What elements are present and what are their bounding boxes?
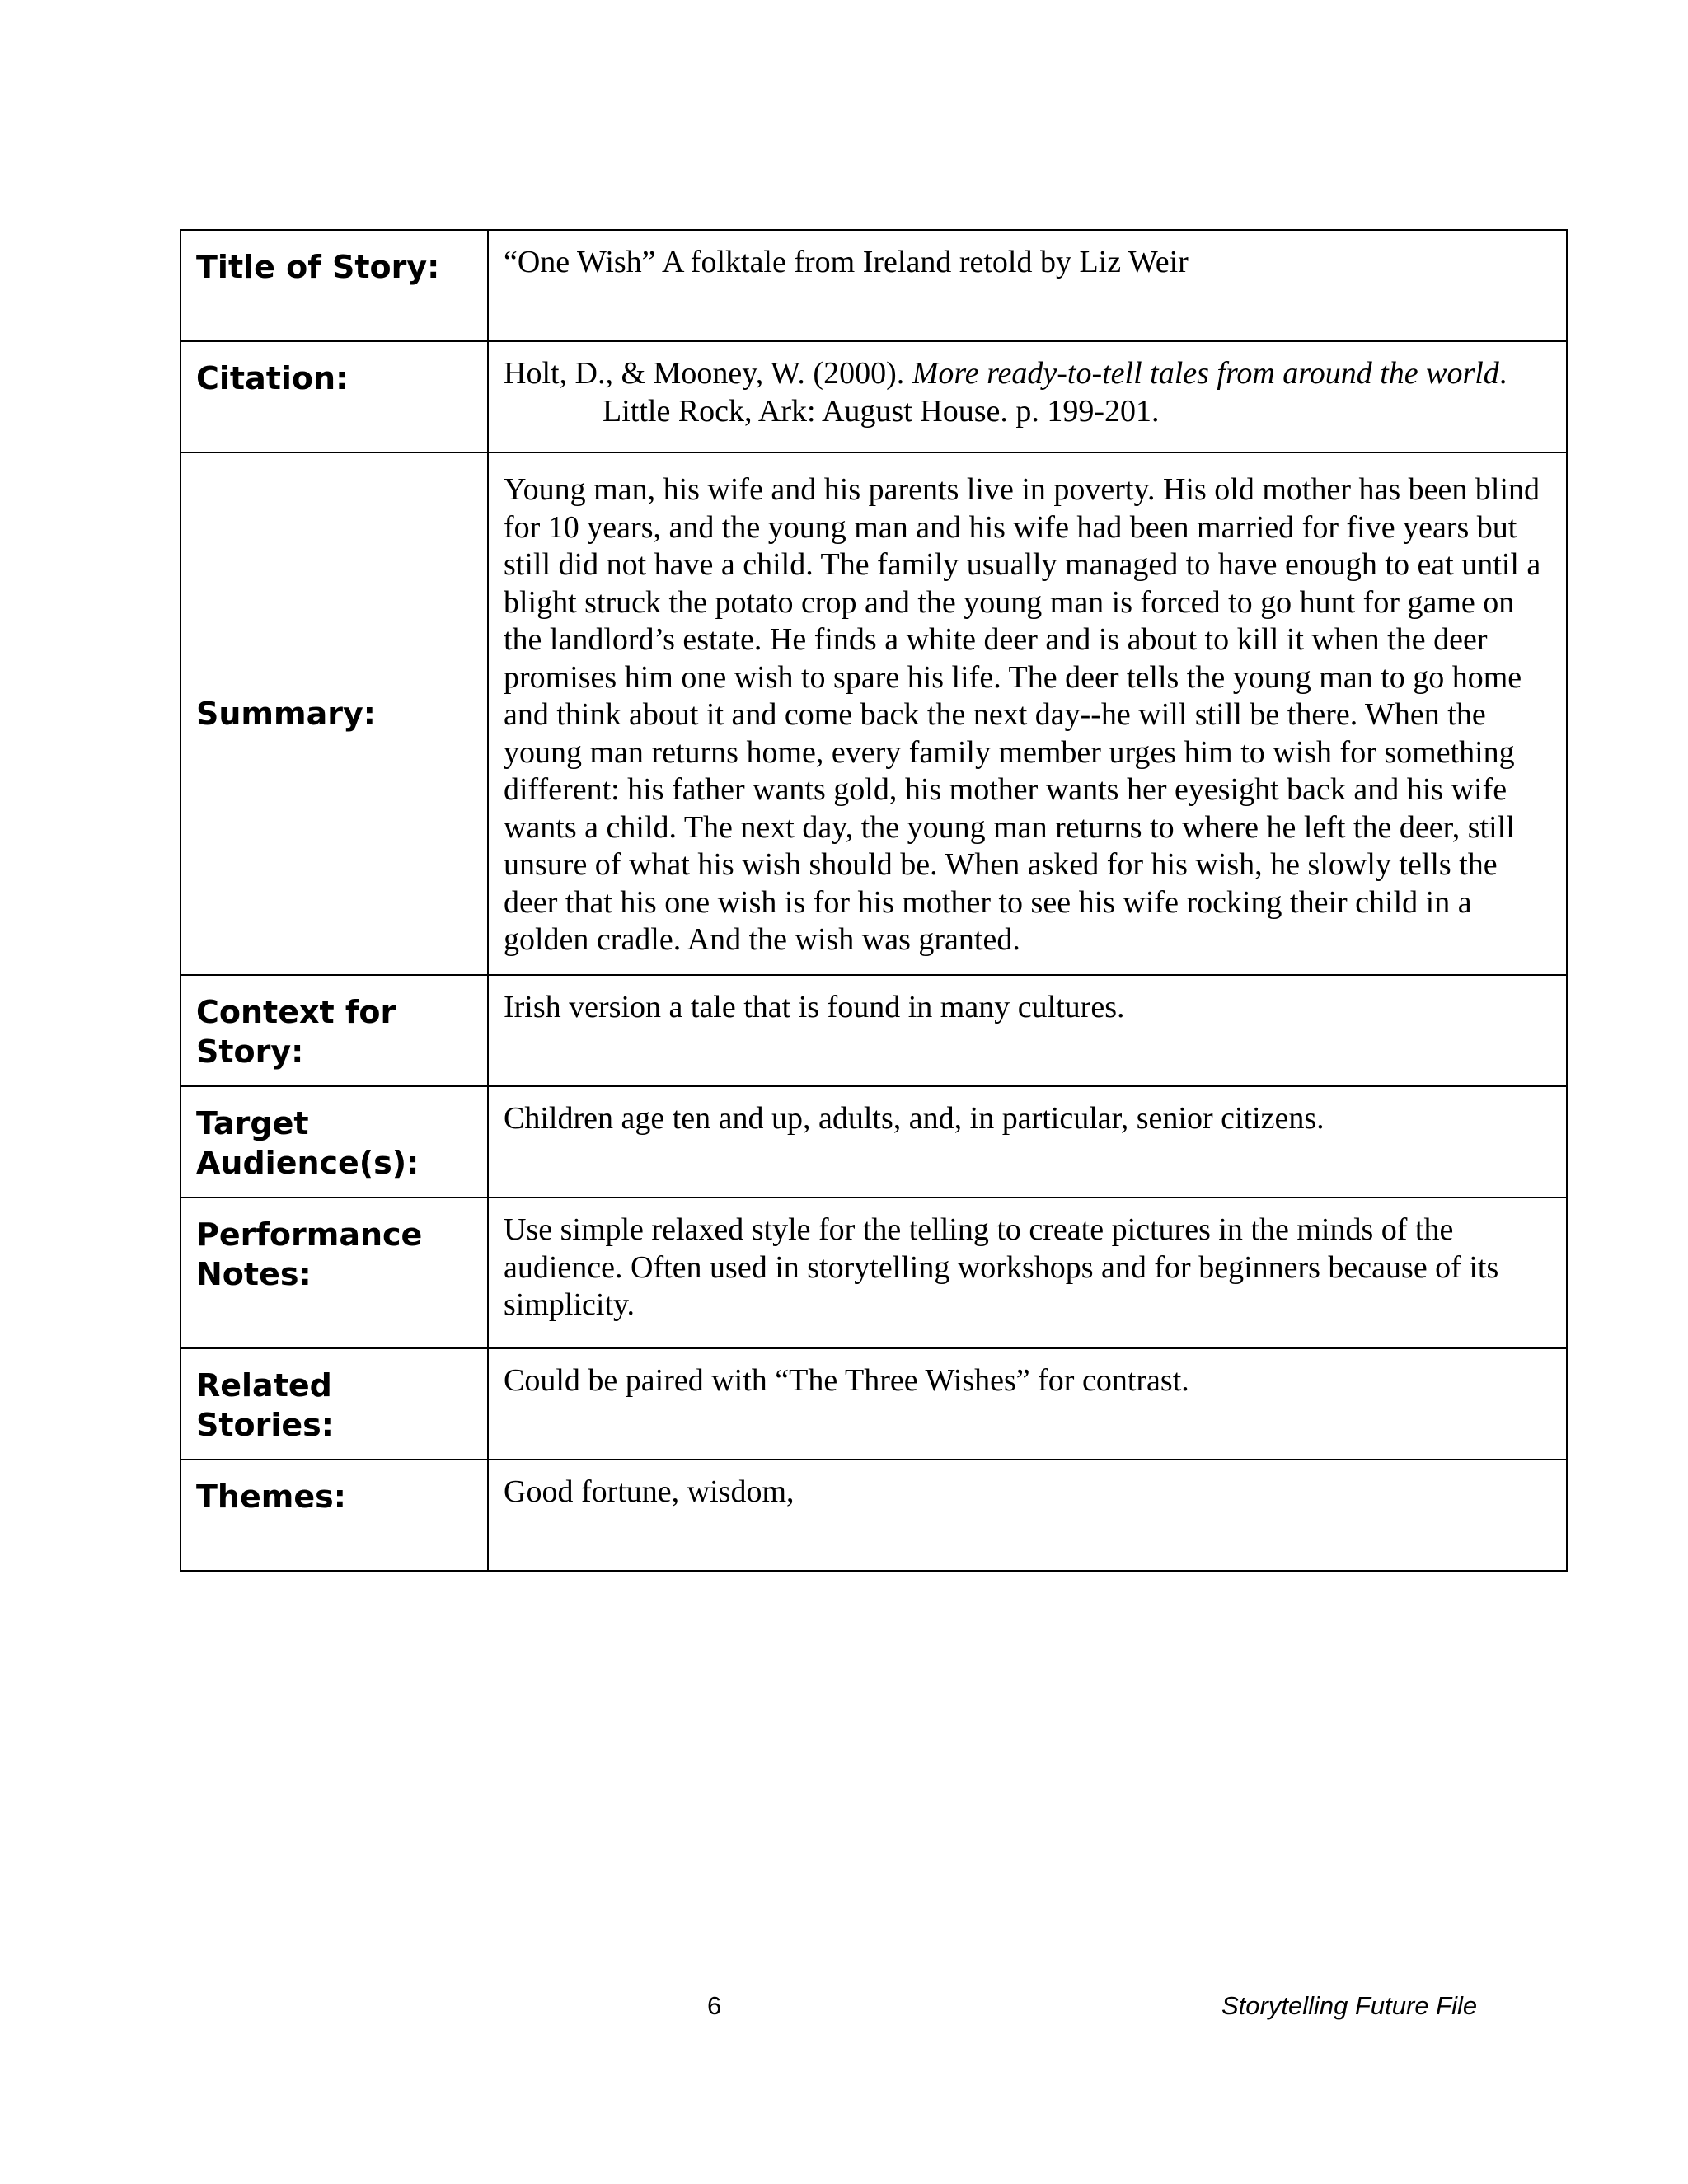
citation-authors: Holt, D., & Mooney, W. (2000). (504, 356, 912, 391)
related-label: Related Stories: (181, 1348, 488, 1460)
performance-row (181, 1197, 1567, 1348)
context-value (488, 975, 1567, 1086)
title-text: “One Wish” A folktale from Ireland retold by Liz Weir (504, 245, 1189, 279)
summary-label: Summary: (181, 452, 488, 975)
citation-label: Citation: (181, 341, 488, 452)
summary-row (181, 452, 1567, 975)
citation-row (181, 341, 1567, 452)
context-row (181, 975, 1567, 1086)
performance-text: Use simple relaxed style for the telling to create pictures in the minds of the audience. Often used in storytelling workshops and for beginners because of its simplicity. (504, 1212, 1499, 1322)
title-label: Title of Story: (181, 230, 488, 341)
context-text: Irish version a tale that is found in many cultures. (504, 990, 1125, 1024)
related-text: Could be paired with “The Three Wishes” for contrast. (504, 1363, 1189, 1398)
page-number: 6 (707, 1991, 722, 2020)
citation-publisher: . Little Rock, Ark: August House. p. 199-201. (603, 356, 1507, 429)
performance-label: Performance Notes: (181, 1197, 488, 1348)
related-value (488, 1348, 1567, 1460)
themes-value (488, 1460, 1567, 1571)
citation-book-title: More ready-to-tell tales from around the world (912, 356, 1499, 391)
summary-value (488, 452, 1567, 975)
citation-value (488, 341, 1567, 452)
footer-document-title: Storytelling Future File (1221, 1991, 1478, 2020)
story-record-table (180, 229, 1568, 1572)
themes-text: Good fortune, wisdom, (504, 1474, 795, 1509)
performance-value (488, 1197, 1567, 1348)
audience-text: Children age ten and up, adults, and, in particular, senior citizens. (504, 1101, 1325, 1136)
title-value (488, 230, 1567, 341)
title-row (181, 230, 1567, 341)
citation-text (504, 355, 1551, 430)
related-row (181, 1348, 1567, 1460)
audience-value (488, 1086, 1567, 1197)
audience-row (181, 1086, 1567, 1197)
audience-label: Target Audience(s): (181, 1086, 488, 1197)
summary-text: Young man, his wife and his parents live in poverty. His old mother has been blind for 10 years, and the young man and his wife had been married for five years but still did not have a child. The family usually managed to have enough to eat until a blight struck the potato crop and the young man is forced to go hunt for game on the landlord’s estate. He finds a white deer and is about to kill it when the deer promises him one wish to spare his life. The deer tells the young man to go home and think about it and come back the next day--he will still be there. When the young man returns home, every family member urges him to wish for something different: his father wants gold, his mother wants her eyesight back and his wife wants a child. The next day, the young man returns to where he left the deer, still unsure of what his wish should be. When asked for his wish, he slowly tells the deer that his one wish is for his mother to see his wife rocking their child in a golden cradle. And the wish was granted. (504, 472, 1541, 957)
themes-row (181, 1460, 1567, 1571)
themes-label: Themes: (181, 1460, 488, 1571)
context-label: Context for Story: (181, 975, 488, 1086)
